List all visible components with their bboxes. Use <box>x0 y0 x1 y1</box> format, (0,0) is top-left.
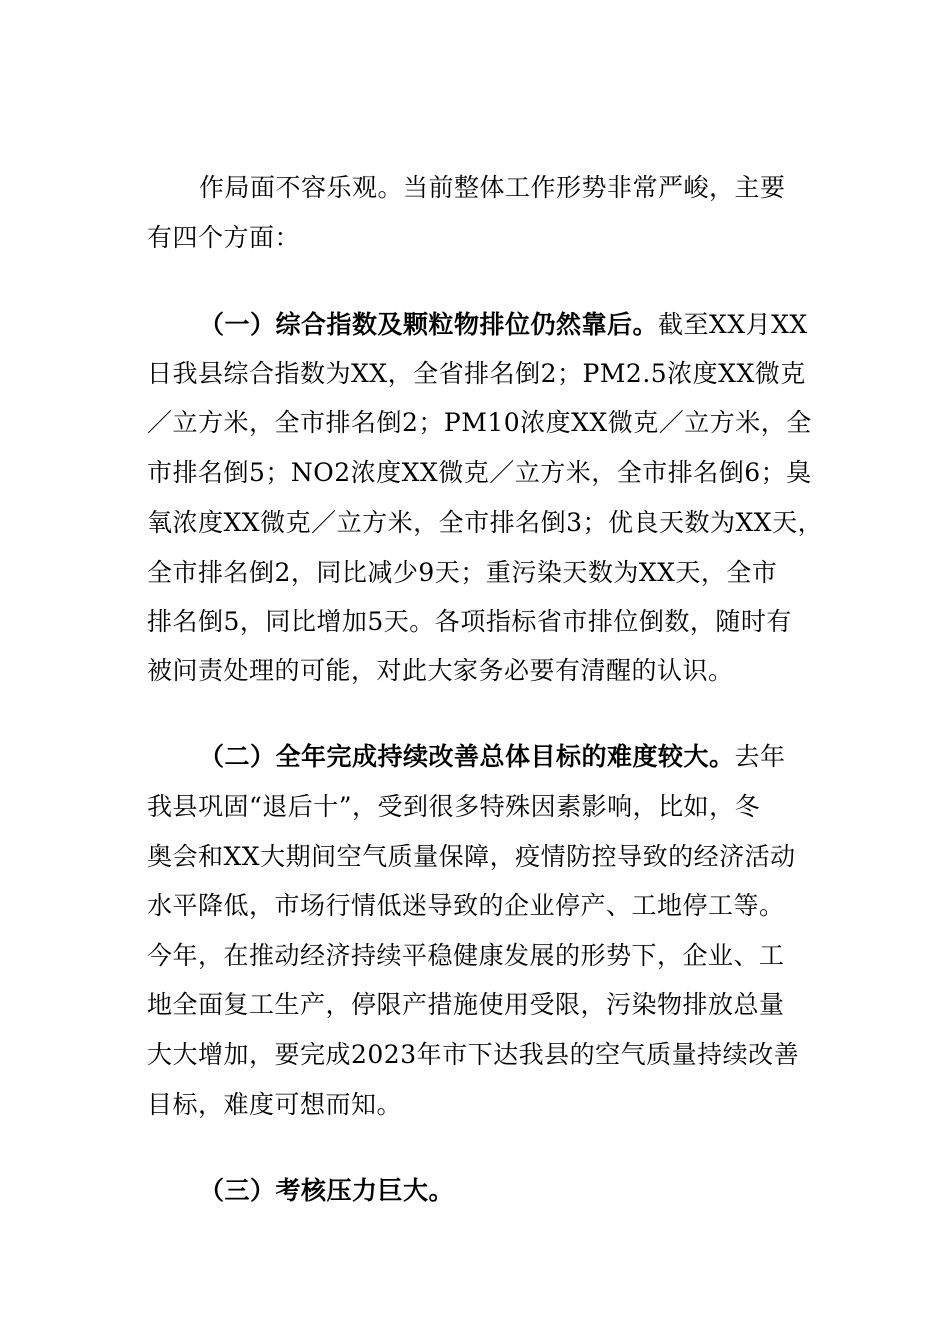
section1-line: 氧浓度XX微克／立方米，全市排名倒3；优良天数为XX天， <box>147 508 824 537</box>
section1-line: 市排名倒5；NO2浓度XX微克／立方米，全市排名倒6；臭 <box>147 458 812 487</box>
section2-line: 大大增加，要完成2023年市下达我县的空气质量持续改善 <box>147 1040 800 1069</box>
section1-line: 日我县综合指数为XX，全省排名倒2；PM2.5浓度XX微克 <box>147 359 806 388</box>
section1-heading: （一）综合指数及颗粒物排位仍然靠后。 <box>199 310 659 339</box>
section3-heading: （三）考核压力巨大。 <box>199 1176 455 1205</box>
intro-line-2: 有四个方面： <box>147 223 301 252</box>
intro-line-1: 作局面不容乐观。当前整体工作形势非常严峻，主要 <box>199 173 786 202</box>
section2-first-line-rest: 去年 <box>734 742 786 771</box>
section2-first-line <box>199 742 879 772</box>
section1-line: 被问责处理的可能，对此大家务必要有清醒的认识。 <box>147 656 734 685</box>
section2-heading: （二）全年完成持续改善总体目标的难度较大。 <box>199 742 735 771</box>
section2-line: 水平降低，市场行情低迷导致的企业停产、工地停工等。 <box>147 891 785 920</box>
section2-line: 我县巩固“退后十”，受到很多特殊因素影响，比如，冬 <box>147 792 761 821</box>
section1-line: 全市排名倒2，同比减少9天；重污染天数为XX天，全市 <box>147 558 778 587</box>
section2-line: 地全面复工生产，停限产措施使用受限，污染物排放总量 <box>147 990 785 1019</box>
section2-line: 目标，难度可想而知。 <box>147 1090 403 1119</box>
section1-first-line-rest: 截至XX月XX <box>658 310 808 339</box>
section2-line: 今年，在推动经济持续平稳健康发展的形势下，企业、工 <box>147 941 785 970</box>
section1-first-line <box>199 310 879 340</box>
section1-line: ／立方米，全市排名倒2；PM10浓度XX微克／立方米，全 <box>147 408 812 437</box>
section1-line: 排名倒5，同比增加5天。各项指标省市排位倒数，随时有 <box>147 607 792 636</box>
section2-line: 奥会和XX大期间空气质量保障，疫情防控导致的经济活动 <box>147 842 796 871</box>
